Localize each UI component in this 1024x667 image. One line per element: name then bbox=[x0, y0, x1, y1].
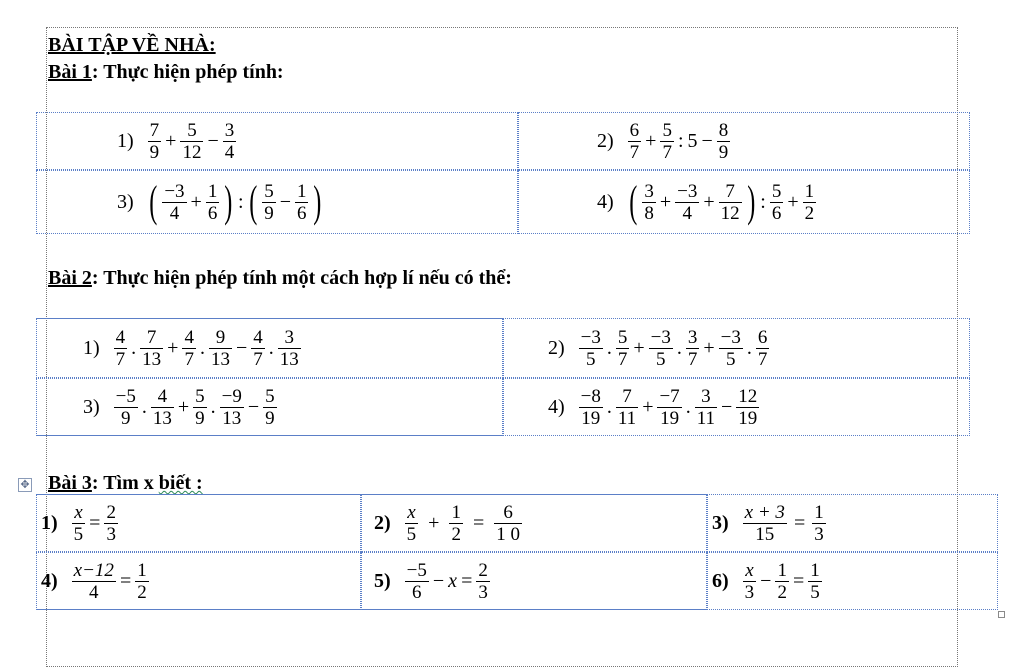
problem-number: 4) bbox=[597, 190, 614, 213]
numerator: 7 bbox=[146, 326, 157, 348]
problem-1-4 bbox=[597, 177, 818, 226]
denominator: 6 bbox=[771, 202, 782, 224]
problem-3-5 bbox=[374, 560, 492, 603]
operator: . bbox=[746, 336, 752, 359]
numerator: 12 bbox=[738, 385, 758, 407]
denominator: 19 bbox=[738, 407, 758, 429]
fraction bbox=[649, 327, 673, 370]
numerator: 5 bbox=[617, 326, 628, 348]
numerator: 5 bbox=[187, 119, 197, 141]
numerator: 1 bbox=[451, 501, 461, 523]
fraction bbox=[642, 181, 656, 224]
exercise-3-heading bbox=[48, 472, 203, 494]
numerator: −9 bbox=[221, 385, 242, 407]
operator: = bbox=[472, 511, 485, 534]
problem-1-3 bbox=[117, 177, 325, 226]
fraction bbox=[295, 181, 309, 224]
numerator: 3 bbox=[224, 119, 235, 141]
problem-1-1 bbox=[117, 120, 238, 163]
numerator: 3 bbox=[644, 180, 654, 202]
numerator: 5 bbox=[771, 180, 782, 202]
denominator: 7 bbox=[115, 348, 126, 370]
problem-number: 1) bbox=[41, 511, 58, 534]
table-cell[interactable] bbox=[36, 112, 518, 170]
operator: . bbox=[606, 395, 612, 418]
operator: + bbox=[703, 190, 715, 213]
denominator: 8 bbox=[644, 202, 654, 224]
numerator: 5 bbox=[264, 180, 274, 202]
numerator: 4 bbox=[115, 326, 126, 348]
operator: − bbox=[235, 336, 248, 359]
fraction bbox=[616, 386, 638, 429]
denominator: 3 bbox=[744, 581, 755, 603]
numerator: x bbox=[407, 501, 416, 523]
denominator: 7 bbox=[184, 348, 194, 370]
denominator: 13 bbox=[142, 348, 162, 370]
numerator: 7 bbox=[622, 385, 632, 407]
fraction bbox=[182, 327, 196, 370]
denominator: 9 bbox=[264, 202, 274, 224]
problem-2-2 bbox=[548, 327, 771, 370]
fraction bbox=[114, 386, 138, 429]
numerator: −5 bbox=[406, 559, 427, 581]
exercise-1-heading bbox=[48, 61, 284, 83]
fraction bbox=[756, 327, 770, 370]
table-cell[interactable] bbox=[518, 112, 970, 170]
numerator: 7 bbox=[725, 180, 735, 202]
fraction bbox=[405, 560, 429, 603]
operator: . bbox=[606, 336, 612, 359]
denominator: 7 bbox=[757, 348, 768, 370]
denominator: 5 bbox=[726, 348, 736, 370]
denominator: 4 bbox=[89, 581, 99, 603]
denominator: 19 bbox=[581, 407, 601, 429]
fraction bbox=[579, 327, 603, 370]
problem-1-2 bbox=[597, 120, 732, 163]
left-paren: ( bbox=[628, 177, 638, 226]
operator: + bbox=[703, 336, 715, 359]
operator: + bbox=[659, 190, 672, 213]
denominator: 9 bbox=[718, 141, 729, 163]
problem-number: 4) bbox=[548, 395, 565, 418]
numerator: 1 bbox=[296, 180, 307, 202]
fraction bbox=[803, 181, 817, 224]
problem-3-4 bbox=[41, 560, 151, 603]
numerator: 5 bbox=[662, 119, 672, 141]
fraction bbox=[675, 181, 699, 224]
denominator: 5 bbox=[73, 523, 84, 545]
denominator: 1 0 bbox=[496, 523, 520, 545]
problem-number: 5) bbox=[374, 569, 391, 592]
table-cell[interactable] bbox=[503, 318, 970, 378]
denominator: 3 bbox=[106, 523, 116, 545]
denominator: 7 bbox=[662, 141, 672, 163]
table-cell[interactable] bbox=[36, 318, 503, 378]
fraction bbox=[209, 327, 232, 370]
number: 5 bbox=[687, 129, 698, 152]
numerator: 5 bbox=[195, 385, 205, 407]
numerator: 4 bbox=[157, 385, 168, 407]
fraction bbox=[808, 560, 822, 603]
numerator: 1 bbox=[804, 180, 815, 202]
fraction bbox=[449, 502, 463, 545]
table-move-handle-icon[interactable]: ✥ bbox=[18, 478, 32, 492]
numerator: 1 bbox=[207, 180, 218, 202]
denominator: 5 bbox=[586, 348, 596, 370]
fraction bbox=[660, 120, 674, 163]
denominator: 11 bbox=[696, 407, 715, 429]
problem-3-3 bbox=[712, 502, 828, 545]
denominator: 4 bbox=[224, 141, 235, 163]
numerator: −7 bbox=[659, 385, 680, 407]
numerator: x−12 bbox=[73, 559, 114, 581]
fraction bbox=[717, 120, 731, 163]
fraction bbox=[251, 327, 265, 370]
problem-number: 1) bbox=[83, 336, 100, 359]
problem-number: 3) bbox=[117, 190, 134, 213]
operator: : bbox=[237, 190, 244, 213]
denominator: 11 bbox=[617, 407, 637, 429]
problem-number: 2) bbox=[374, 511, 391, 534]
fraction bbox=[223, 120, 237, 163]
denominator: 15 bbox=[755, 523, 775, 545]
denominator: 9 bbox=[265, 407, 275, 429]
numerator: x bbox=[745, 559, 754, 581]
operator: + bbox=[645, 129, 657, 152]
table-cell[interactable] bbox=[36, 378, 503, 436]
denominator: 7 bbox=[687, 348, 698, 370]
table-cell[interactable] bbox=[361, 552, 707, 610]
denominator: 5 bbox=[406, 523, 417, 545]
fraction bbox=[72, 502, 86, 545]
operator: = bbox=[792, 569, 805, 592]
numerator: 3 bbox=[701, 385, 711, 407]
denominator: 12 bbox=[720, 202, 740, 224]
exercise-2-label: Bài 2 bbox=[48, 267, 92, 289]
fraction bbox=[151, 386, 174, 429]
operator: − bbox=[432, 569, 445, 592]
numerator: −3 bbox=[677, 180, 698, 202]
denominator: 13 bbox=[210, 348, 230, 370]
fraction bbox=[476, 560, 490, 603]
left-paren: ( bbox=[248, 177, 257, 226]
numerator: 7 bbox=[149, 119, 160, 141]
table-cell[interactable] bbox=[503, 378, 970, 436]
problem-2-4 bbox=[548, 386, 761, 429]
right-paren: ) bbox=[224, 177, 233, 226]
numerator: 3 bbox=[284, 326, 294, 348]
table-resize-handle[interactable] bbox=[998, 611, 1005, 618]
spellcheck-word[interactable]: biết : bbox=[158, 472, 203, 494]
exercise-3-instruction: : Tìm x bbox=[91, 472, 159, 494]
exercise-3-label: Bài 3 bbox=[48, 472, 92, 494]
operator: + bbox=[190, 190, 202, 213]
numerator: −3 bbox=[580, 326, 601, 348]
fraction bbox=[405, 502, 419, 545]
fraction bbox=[72, 560, 116, 603]
numerator: 2 bbox=[478, 559, 488, 581]
table-cell[interactable] bbox=[361, 494, 707, 552]
numerator: 1 bbox=[777, 559, 787, 581]
fraction bbox=[657, 386, 681, 429]
fraction bbox=[616, 327, 630, 370]
fraction bbox=[743, 560, 757, 603]
operator: + bbox=[428, 511, 440, 534]
denominator: 9 bbox=[195, 407, 205, 429]
denominator: 9 bbox=[149, 141, 160, 163]
denominator: 13 bbox=[152, 407, 172, 429]
fraction bbox=[135, 560, 149, 603]
operator: + bbox=[787, 190, 799, 213]
denominator: 2 bbox=[777, 581, 787, 603]
exercise-2-instruction: : Thực hiện phép tính một cách hợp lí nếu có thể: bbox=[91, 267, 512, 289]
problem-number: 3) bbox=[712, 511, 729, 534]
problem-3-1 bbox=[41, 502, 120, 545]
operator: − bbox=[720, 395, 733, 418]
problem-number: 6) bbox=[712, 569, 729, 592]
table-cell[interactable] bbox=[36, 552, 361, 610]
fraction bbox=[220, 386, 244, 429]
operator: − bbox=[247, 395, 260, 418]
denominator: 13 bbox=[222, 407, 242, 429]
problem-2-3 bbox=[83, 386, 279, 429]
denominator: 7 bbox=[253, 348, 263, 370]
operator: + bbox=[177, 395, 190, 418]
fraction bbox=[770, 181, 784, 224]
fraction bbox=[736, 386, 759, 429]
denominator: 3 bbox=[478, 581, 488, 603]
denominator: 7 bbox=[617, 348, 628, 370]
denominator: 12 bbox=[182, 141, 202, 163]
table-cell[interactable] bbox=[518, 170, 970, 234]
numerator: 1 bbox=[810, 559, 820, 581]
denominator: 3 bbox=[814, 523, 824, 545]
operator: + bbox=[633, 336, 645, 359]
operator: : bbox=[677, 129, 684, 152]
operator: . bbox=[676, 336, 682, 359]
operator: : bbox=[760, 190, 766, 213]
numerator: 8 bbox=[718, 119, 729, 141]
exercise-1-label: Bài 1 bbox=[48, 61, 92, 83]
numerator: 4 bbox=[184, 326, 194, 348]
numerator: −3 bbox=[650, 326, 671, 348]
denominator: 2 bbox=[804, 202, 815, 224]
operator: + bbox=[642, 395, 654, 418]
problem-number: 2) bbox=[548, 336, 565, 359]
operator: − bbox=[207, 129, 219, 152]
denominator: 9 bbox=[121, 407, 131, 429]
problem-number: 3) bbox=[83, 395, 100, 418]
operator: . bbox=[141, 395, 147, 418]
fraction bbox=[775, 560, 789, 603]
right-paren: ) bbox=[746, 177, 755, 226]
table-cell[interactable] bbox=[707, 494, 998, 552]
operator: = bbox=[793, 511, 806, 534]
numerator: −3 bbox=[164, 180, 185, 202]
problem-3-6 bbox=[712, 560, 824, 603]
fraction bbox=[812, 502, 826, 545]
right-paren: ) bbox=[313, 177, 322, 226]
operator: = bbox=[461, 569, 473, 592]
fraction bbox=[695, 386, 717, 429]
fraction bbox=[206, 181, 220, 224]
table-cell[interactable] bbox=[36, 494, 361, 552]
denominator: 5 bbox=[810, 581, 820, 603]
numerator: x + 3 bbox=[744, 501, 785, 523]
operator: . bbox=[268, 336, 274, 359]
fraction bbox=[193, 386, 207, 429]
problem-2-1 bbox=[83, 327, 303, 370]
numerator: 5 bbox=[265, 385, 275, 407]
table-cell[interactable] bbox=[707, 552, 998, 610]
operator: . bbox=[131, 336, 137, 359]
fraction bbox=[263, 386, 277, 429]
fraction bbox=[140, 327, 163, 370]
problem-number: 4) bbox=[41, 569, 58, 592]
numerator: 6 bbox=[503, 501, 513, 523]
numerator: x bbox=[74, 501, 83, 523]
fraction bbox=[494, 502, 522, 545]
problem-number: 2) bbox=[597, 129, 614, 152]
denominator: 4 bbox=[169, 202, 180, 224]
numerator: −8 bbox=[580, 385, 601, 407]
numerator: −3 bbox=[720, 326, 741, 348]
numerator: −5 bbox=[115, 385, 136, 407]
denominator: 6 bbox=[296, 202, 307, 224]
fraction bbox=[148, 120, 162, 163]
operator: + bbox=[167, 336, 179, 359]
fraction bbox=[262, 181, 276, 224]
denominator: 5 bbox=[656, 348, 666, 370]
numerator: 1 bbox=[137, 559, 147, 581]
operator: − bbox=[279, 190, 291, 213]
fraction bbox=[628, 120, 642, 163]
numerator: 2 bbox=[106, 501, 116, 523]
fraction bbox=[579, 386, 603, 429]
exercise-2-heading bbox=[48, 267, 512, 289]
exercise-1-instruction: : Thực hiện phép tính: bbox=[91, 61, 284, 83]
table-cell[interactable] bbox=[36, 170, 518, 234]
fraction bbox=[104, 502, 118, 545]
variable: x bbox=[448, 569, 458, 592]
operator: = bbox=[89, 511, 101, 534]
operator: − bbox=[760, 569, 772, 592]
numerator: 6 bbox=[757, 326, 768, 348]
fraction bbox=[686, 327, 700, 370]
fraction bbox=[719, 181, 742, 224]
denominator: 4 bbox=[682, 202, 692, 224]
denominator: 2 bbox=[137, 581, 147, 603]
problem-number: 1) bbox=[117, 129, 134, 152]
numerator: 6 bbox=[629, 119, 640, 141]
denominator: 13 bbox=[279, 348, 299, 370]
numerator: 3 bbox=[687, 326, 698, 348]
left-paren: ( bbox=[148, 177, 158, 226]
operator: + bbox=[165, 129, 177, 152]
denominator: 7 bbox=[629, 141, 640, 163]
denominator: 6 bbox=[412, 581, 422, 603]
operator: . bbox=[210, 395, 216, 418]
homework-title: BÀI TẬP VỀ NHÀ: bbox=[48, 34, 216, 56]
operator: − bbox=[701, 129, 713, 152]
fraction bbox=[180, 120, 203, 163]
denominator: 2 bbox=[451, 523, 461, 545]
fraction bbox=[743, 502, 787, 545]
denominator: 19 bbox=[660, 407, 680, 429]
numerator: 9 bbox=[215, 326, 226, 348]
denominator: 6 bbox=[207, 202, 218, 224]
fraction bbox=[114, 327, 128, 370]
numerator: 1 bbox=[814, 501, 824, 523]
fraction bbox=[162, 181, 186, 224]
fraction bbox=[278, 327, 301, 370]
operator: . bbox=[685, 395, 691, 418]
operator: . bbox=[199, 336, 205, 359]
problem-3-2 bbox=[374, 502, 524, 545]
numerator: 4 bbox=[253, 326, 263, 348]
operator: = bbox=[119, 569, 132, 592]
fraction bbox=[719, 327, 743, 370]
